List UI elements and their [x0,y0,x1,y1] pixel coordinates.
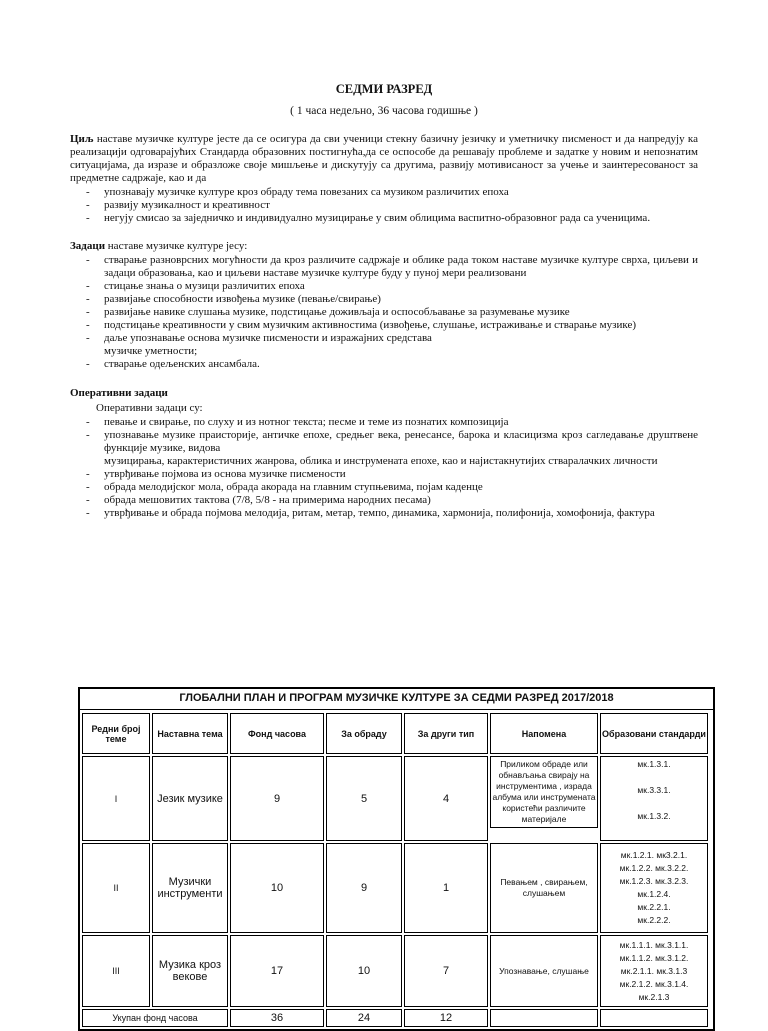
table-cell-standards: мк.1.1.1. мк.3.1.1. мк.1.1.2. мк.3.1.2. мк.2.1.1. мк.3.1.3 мк.2.1.2. мк.3.1.4. мк.2.1.3 [600,935,708,1007]
tasks-paragraph [70,240,698,253]
list-item: - развијање навике слушања музике, подстицање доживљаја и оспособљавање за разумевање музике [86,306,570,318]
table-cell-topic: Језик музике [152,756,228,841]
table-cell-num: II [82,843,150,933]
total-note-empty [490,1009,598,1027]
list-item: - утврђивање и обрада појмова мелодија, ритам, метар, темпо, динамика, хармонија, полифонија, хомофонија, фактура [86,507,655,519]
total-process: 24 [326,1009,402,1027]
table-cell-process: 5 [326,756,402,841]
list-item-continuation: музичке уметности; [104,345,198,357]
list-item: - негују смисао за заједничко и индивидуално музицирање у свим облицима васпитно-образовног рада са ученицима. [86,212,651,224]
header-fund: Фонд часова [230,713,324,754]
list-item: - обрада мешовитих тактова (7/8, 5/8 - на примерима народних песама) [86,494,431,506]
header-other: За други тип [404,713,488,754]
header-num: Редни број теме [82,713,150,754]
table-cell-note: Приликом обраде или обнављања свирају на инструментима , израда албума или инструмената користећи различите материјале [490,756,598,828]
list-item: - подстицање креативности у свим музичким активностима (извођење, слушање, истраживање и стварање музике) [86,319,636,331]
table-cell-fund: 17 [230,935,324,1007]
list-item: - даље упознавање основа музичке писмености и изражајних средстава [86,332,432,344]
list-item: - утврђивање појмова из основа музичке писмености [86,468,346,480]
list-item: - певање и свирање, по слуху и из нотног текста; песме и теме из познатих композиција [86,416,509,428]
operative-intro: Оперативни задаци су: [96,402,203,414]
total-standards-empty [600,1009,708,1027]
table-cell-other: 1 [404,843,488,933]
operative-heading: Оперативни задаци [70,387,168,399]
table-cell-num: I [82,756,150,841]
goal-label: Циљ [70,133,94,145]
table-cell-fund: 9 [230,756,324,841]
list-item: - упознавање музике праисторије, античке епохе, средњег века, ренесансе, барока и класицизма кроз сагледавање друштвене функције музике, видова [86,429,698,454]
goal-paragraph [70,133,698,185]
table-cell-note: Упознавање, слушање [490,935,598,1007]
table-cell-other: 7 [404,935,488,1007]
table-cell-num: III [82,935,150,1007]
table-cell-process: 10 [326,935,402,1007]
tasks-label: Задаци [70,240,106,252]
table-cell-topic: Музика кроз векове [152,935,228,1007]
list-item: - развијање способности извођења музике (певање/свирање) [86,293,381,305]
tasks-list [86,254,698,371]
list-item: - упознавају музичке културе кроз обраду тема повезаних са музиком различитих епоха [86,186,509,198]
list-item: - стварање одељенских ансамбала. [86,358,260,370]
header-process: За обраду [326,713,402,754]
goal-list [86,186,698,225]
list-item: - развију музикалност и креативност [86,199,270,211]
page-title: СЕДМИ РАЗРЕД [335,82,433,96]
table-cell-note: Певањем , свирањем, слушањем [490,843,598,933]
table-cell-standards: мк.1.2.1. мк3.2.1. мк.1.2.2. мк.3.2.2. мк.1.2.3. мк.3.2.3. мк.1.2.4. мк.2.2.1. мк.2.2.2. [600,843,708,933]
table-cell-process: 9 [326,843,402,933]
table-caption: ГЛОБАЛНИ ПЛАН И ПРОГРАМ МУЗИЧКЕ КУЛТУРЕ ЗА СЕДМИ РАЗРЕД 2017/2018 [80,689,713,710]
table-cell-fund: 10 [230,843,324,933]
list-item: - стицање знања о музици различитих епоха [86,280,305,292]
operative-list [86,416,698,520]
page-subtitle: ( 1 часа недељно, 36 часова годишње ) [290,105,478,117]
table-cell-topic: Музички инструменти [152,843,228,933]
header-topic: Наставна тема [152,713,228,754]
header-standards: Образовани стандарди [600,713,708,754]
total-label: Укупан фонд часова [82,1009,228,1027]
list-item: - обрада мелодијског мола, обрада акорада на главним ступњевима, појам каденце [86,481,483,493]
header-note: Напомена [490,713,598,754]
list-item: - стварање разноврсних могућности да кроз различите садржаје и облике рада током наставе музичке културе сврха, циљеви и задаци образовања, као и циљеви наставе музичке културе буду у пуној мери реализовани [86,254,698,279]
tasks-text: наставе музичке културе јесу: [105,240,248,252]
goal-text: наставе музичке културе јесте да се осигура да сви ученици стекну базичну језичку и уметничку писменост и да напредују ка реализацији одговарајућих Стандарда образовних постигнућа,да се оспособе да решавају проблеме и задатке у новим и непознатим ситуацијама, да изразе и образложе своје мишљење и дискутују са другима, развију мотивисаност за учење и заинтересованост за предметне садржаје, као и да [70,133,698,184]
plan-table [78,687,715,1031]
total-fund: 36 [230,1009,324,1027]
table-cell-other: 4 [404,756,488,841]
total-other: 12 [404,1009,488,1027]
table-cell-standards: мк.1.3.1. мк.3.3.1. мк.1.3.2. [600,756,708,841]
list-item-continuation: музицирања, карактеристичних жанрова, облика и инструмената епохе, као и најистакнутијих стваралачких личности [104,455,658,467]
